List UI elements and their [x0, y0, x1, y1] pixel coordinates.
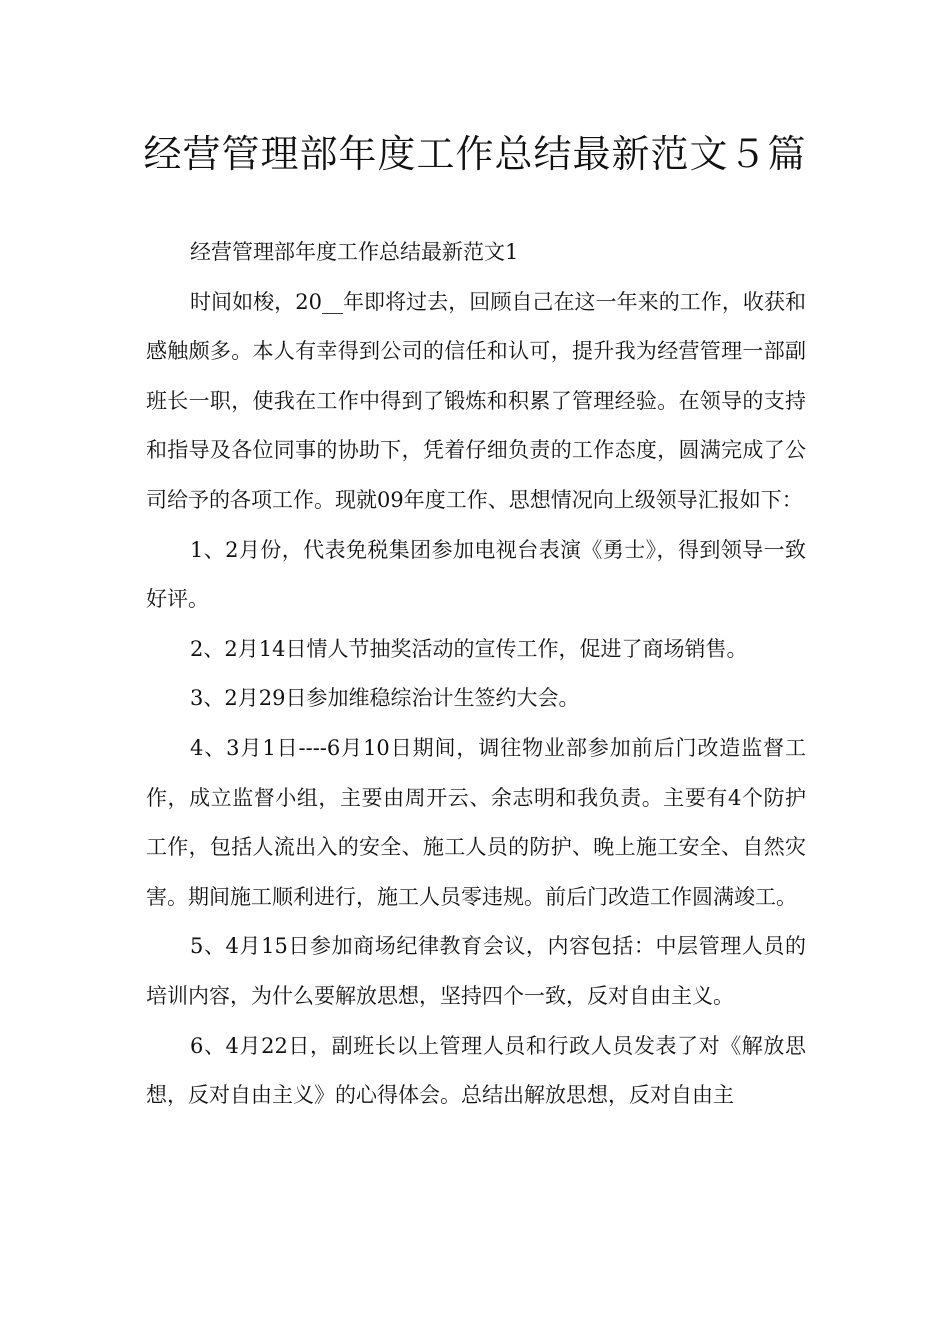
list-item-6: 6、4月22日，副班长以上管理人员和行政人员发表了对《解放思想，反对自由主义》的心得体会。总结出解放思想，反对自由主: [146, 1033, 806, 1108]
intro-paragraph: 时间如梭，20__年即将过去，回顾自己在这一年来的工作，收获和感触颇多。本人有幸得到公司的信任和认可，提升我为经营管理一部副班长一职，使我在工作中得到了锻炼和积累了管理经验。在领导的支持和指导及各位同事的协助下，凭着仔细负责的工作态度，圆满完成了公司给予的各项工作。现就09年度工作、思想情况向上级领导汇报如下：: [146, 289, 806, 512]
list-item-2: 2、2月14日情人节抽奖活动的宣传工作，促进了商场销售。: [190, 636, 748, 661]
list-item-4: 4、3月1日----6月10日期间，调往物业部参加前后门改造监督工作，成立监督小组，主要由周开云、余志明和我负责。主要有4个防护工作，包括人流出入的安全、施工人员的防护、晚上施工安全、自然灾害。期间施工顺利进行，施工人员零违规。前后门改造工作圆满竣工。: [146, 735, 806, 909]
section-heading: 经营管理部年度工作总结最新范文1: [190, 240, 519, 264]
list-item-1: 1、2月份，代表免税集团参加电视台表演《勇士》，得到领导一致好评。: [146, 537, 806, 612]
list-item-5: 5、4月15日参加商场纪律教育会议，内容包括：中层管理人员的培训内容，为什么要解放思想，坚持四个一致，反对自由主义。: [146, 934, 806, 1008]
document-body: [146, 228, 806, 1121]
document-title: 经营管理部年度工作总结最新范文５篇: [143, 132, 807, 176]
list-item-3: 3、2月29日参加维稳综治计生签约大会。: [190, 686, 580, 711]
